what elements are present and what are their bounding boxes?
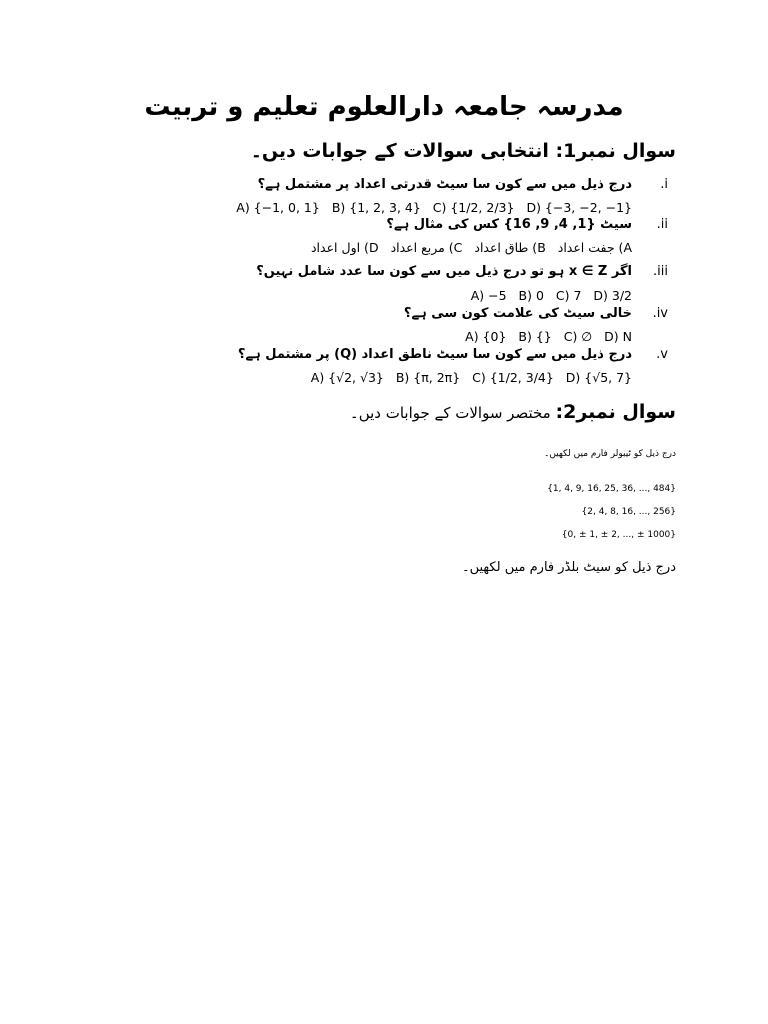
option-a: A) −5 [470, 288, 507, 303]
set-item: {0, ± 1, ± 2, ..., ± 1000} [561, 530, 676, 540]
tabular-instruction: درج ذیل کو ٹیبولر فارم میں لکھیں۔ [544, 449, 676, 459]
question-text: خالی سیٹ کی علامت کون سی ہے؟ [403, 306, 632, 321]
option-a: A) {0} [465, 329, 507, 344]
section1-heading: سوال نمبر1: انتخابی سوالات کے جوابات دیں۔ [250, 140, 676, 162]
option-c: C) {1/2, 3/4} [472, 370, 554, 385]
question-text: اگر x ∈ Z ہو تو درج ذیل میں سے کون سا عدد شامل نہیں؟ [256, 264, 632, 279]
question-options [303, 240, 632, 255]
question-item [100, 264, 668, 284]
option-b: B) {1, 2, 3, 4} [331, 200, 421, 215]
option-c: C) 7 [555, 288, 582, 303]
question-text: درج ذیل میں سے کون سا سیٹ ناطق اعداد (Q) پر مشتمل ہے؟ [237, 347, 632, 362]
question-item [100, 306, 668, 326]
option-a: A) جفت اعداد [557, 240, 632, 255]
question-number: .iv [652, 306, 668, 321]
option-b: B) {π, 2π} [395, 370, 461, 385]
option-c: C) مربع اعداد [390, 240, 463, 255]
set-item: {1, 4, 9, 16, 25, 36, ..., 484} [547, 484, 676, 494]
option-c: C) {1/2, 2/3} [432, 200, 515, 215]
set-builder-instruction: درج ذیل کو سیٹ بلڈر فارم میں لکھیں۔ [462, 560, 676, 575]
section2-heading-bold: سوال نمبر2: [555, 401, 676, 423]
option-c: C) ∅ [563, 329, 593, 344]
option-d: D) {−3, −2, −1} [526, 200, 632, 215]
option-d: D) اول اعداد [310, 240, 379, 255]
page-title: مدرسہ جامعہ دارالعلوم تعلیم و تربیت [144, 92, 624, 122]
option-d: D) {√5, 7} [565, 370, 632, 385]
question-item [100, 347, 668, 367]
section2-heading-rest: مختصر سوالات کے جوابات دیں۔ [349, 404, 556, 422]
question-number: .i [660, 177, 668, 192]
set-item: {2, 4, 8, 16, ..., 256} [581, 507, 676, 517]
question-options [303, 370, 632, 385]
option-a: A) {−1, 0, 1} [236, 200, 320, 215]
question-options [228, 200, 632, 215]
question-options [463, 288, 632, 303]
option-b: B) 0 [518, 288, 544, 303]
option-b: B) {} [518, 329, 552, 344]
option-a: A) {√2, √3} [310, 370, 384, 385]
option-b: B) طاق اعداد [474, 240, 546, 255]
question-text: سیٹ {1, 4, 9, 16} کس کی مثال ہے؟ [386, 217, 632, 232]
question-number: .v [656, 347, 668, 362]
question-number: .iii [653, 264, 668, 279]
question-options [457, 329, 632, 344]
option-d: D) 3/2 [593, 288, 632, 303]
question-text: درج ذیل میں سے کون سا سیٹ قدرتی اعداد پر مشتمل ہے؟ [257, 177, 632, 192]
question-item [100, 177, 668, 197]
section2-heading [350, 401, 676, 423]
question-number: .ii [656, 217, 668, 232]
question-item [100, 217, 668, 237]
option-d: D) N [604, 329, 632, 344]
